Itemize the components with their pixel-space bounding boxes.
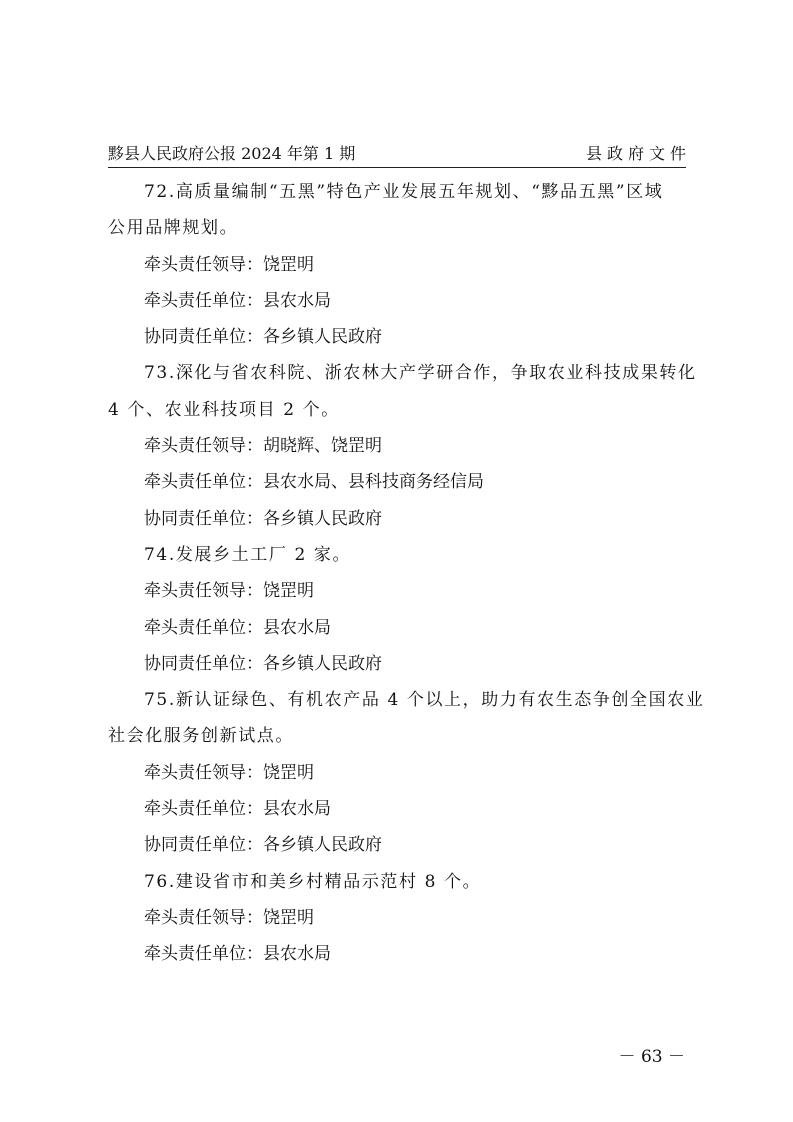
item-72-unit: 牵头责任单位：县农水局: [144, 290, 331, 311]
item-72-leader: 牵头责任领导：饶罡明: [144, 254, 314, 275]
publication-title: 黟县人民政府公报 2024 年第 1 期: [108, 144, 356, 163]
item-75-title-line-1: 75.新认证绿色、有机农产品 4 个以上，助力有农生态争创全国农业: [144, 690, 705, 711]
item-74-leader: 牵头责任领导：饶罡明: [144, 581, 314, 602]
item-76-title-line-1: 76.建设省市和美乡村精品示范村 8 个。: [144, 871, 482, 892]
item-72-coop: 协同责任单位：各乡镇人民政府: [144, 327, 382, 348]
item-75-leader: 牵头责任领导：饶罡明: [144, 762, 314, 783]
item-75-title-line-2: 社会化服务创新试点。: [108, 726, 294, 747]
item-76-leader: 牵头责任领导：饶罡明: [144, 907, 314, 928]
item-73-leader: 牵头责任领导：胡晓辉、饶罡明: [144, 436, 382, 457]
item-74-unit: 牵头责任单位：县农水局: [144, 617, 331, 638]
item-72-title-line-1: 72.高质量编制“五黑”特色产业发展五年规划、“黟品五黑”区域: [144, 182, 664, 202]
item-73-coop: 协同责任单位：各乡镇人民政府: [144, 508, 382, 529]
page-header: [108, 141, 691, 168]
item-75-unit: 牵头责任单位：县农水局: [144, 799, 331, 820]
item-73-title-line-2: 4 个、农业科技项目 2 个。: [108, 399, 340, 420]
document-body: [108, 174, 705, 973]
item-72-title-line-2: 公用品牌规划。: [108, 218, 239, 239]
item-74-title-line-1: 74.发展乡土工厂 2 家。: [144, 544, 352, 565]
item-73-unit: 牵头责任单位：县农水局、县科技商务经信局: [144, 472, 484, 493]
item-76-unit: 牵头责任单位：县农水局: [144, 944, 331, 965]
item-75-coop: 协同责任单位：各乡镇人民政府: [144, 835, 382, 856]
item-73-title-line-1: 73.深化与省农科院、浙农林大产学研合作，争取农业科技成果转化: [144, 363, 697, 384]
page-number: － 63 －: [618, 1047, 685, 1067]
section-label: 县政府文件: [585, 144, 691, 163]
item-74-coop: 协同责任单位：各乡镇人民政府: [144, 653, 382, 674]
